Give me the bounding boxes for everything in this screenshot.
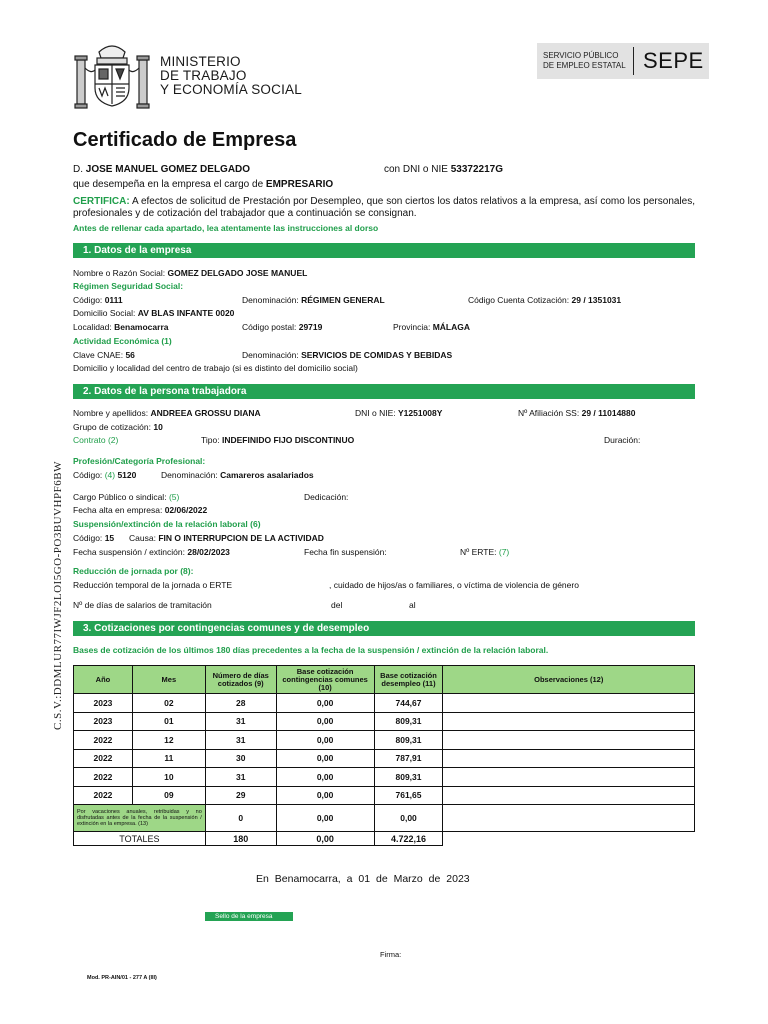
contrato-heading: Contrato (2) <box>73 435 119 445</box>
reduccion-erte: Reducción temporal de la jornada o ERTE <box>73 580 233 590</box>
table-row <box>74 694 695 713</box>
sepe-logo: SERVICIO PÚBLICO DE EMPLEO ESTATAL SEPE <box>537 43 709 79</box>
salarios-al: al <box>409 600 416 610</box>
table-cell <box>443 768 695 787</box>
table-cell <box>443 694 695 713</box>
profesion-codigo: Código: (4) 5120 <box>73 470 137 480</box>
cnae-denominacion: Denominación: SERVICIOS DE COMIDAS Y BEBIDAS <box>242 350 453 360</box>
fecha-fin-suspension: Fecha fin suspensión: <box>304 547 387 557</box>
suspension-causa: Causa: FIN O INTERRUPCION DE LA ACTIVIDAD <box>129 533 324 543</box>
table-cell: 28 <box>205 694 276 713</box>
profesion-heading: Profesión/Categoría Profesional: <box>73 456 206 466</box>
table-cell: 0 <box>205 805 276 832</box>
reduccion-cuidado: , cuidado de hijos/as o familiares, o víctima de violencia de género <box>329 580 579 590</box>
table-cell: 0,00 <box>276 768 374 787</box>
table-cell: 01 <box>132 712 205 731</box>
regimen-codigo: Código: 0111 <box>73 295 123 305</box>
table-cell: 787,91 <box>374 749 443 768</box>
table-header-row <box>74 666 695 694</box>
signature-label: Firma: <box>380 950 402 959</box>
totales-row <box>74 832 695 846</box>
localidad: Localidad: Benamocarra <box>73 322 169 332</box>
table-cell <box>443 805 695 832</box>
table-row <box>74 768 695 787</box>
certifica-paragraph: CERTIFICA: A efectos de solicitud de Prestación por Desempleo, que son ciertos los datos relativos a la empresa, así como los personales, profesionales y de cotización del trabajador que a continuación se consignan. <box>73 196 695 219</box>
table-cell: 29 <box>205 786 276 805</box>
table-cell: 2022 <box>74 749 133 768</box>
table-cell: 10 <box>132 768 205 787</box>
table-row <box>74 731 695 750</box>
section-3-header: 3. Cotizaciones por contingencias comunes y de desempleo <box>73 621 695 636</box>
regimen-denominacion: Denominación: RÉGIMEN GENERAL <box>242 295 385 305</box>
domicilio-social: Domicilio Social: AV BLAS INFANTE 0020 <box>73 308 235 318</box>
fecha-alta: Fecha alta en empresa: 02/06/2022 <box>73 505 208 515</box>
table-cell: 0,00 <box>276 694 374 713</box>
table-cell: 31 <box>205 731 276 750</box>
section-2-header: 2. Datos de la persona trabajadora <box>73 384 695 399</box>
column-header: Observaciones (12) <box>443 666 695 694</box>
vacaciones-row <box>74 805 695 832</box>
provincia: Provincia: MÁLAGA <box>393 322 471 332</box>
trabajador-dni: DNI o NIE: Y1251008Y <box>355 408 443 418</box>
table-cell: 761,65 <box>374 786 443 805</box>
codigo-postal: Código postal: 29719 <box>242 322 323 332</box>
column-header: Año <box>74 666 133 694</box>
salarios-tramitacion: Nº de días de salarios de tramitación <box>73 600 212 610</box>
table-cell: 12 <box>132 731 205 750</box>
table-cell: 0,00 <box>374 805 443 832</box>
totales-label: TOTALES <box>74 832 206 846</box>
grupo-cotizacion: Grupo de cotización: 10 <box>73 422 163 432</box>
table-cell: 09 <box>132 786 205 805</box>
declarant-dni: con DNI o NIE 53372217G <box>384 164 503 175</box>
section-1-header: 1. Datos de la empresa <box>73 243 695 258</box>
cargo-publico: Cargo Público o sindical: (5) <box>73 492 180 502</box>
numero-erte: Nº ERTE: (7) <box>460 547 510 557</box>
table-cell: 02 <box>132 694 205 713</box>
table-cell: 2023 <box>74 712 133 731</box>
salarios-del: del <box>331 600 343 610</box>
table-cell: 809,31 <box>374 768 443 787</box>
suspension-codigo: Código: 15 <box>73 533 115 543</box>
vacaciones-label: Por vacaciones anuales, retribuidas y no disfrutadas antes de la fecha de la suspensión / extinción en la empresa. (13) <box>74 805 206 832</box>
table-cell: 0,00 <box>276 731 374 750</box>
table-cell: 30 <box>205 749 276 768</box>
profesion-denominacion: Denominación: Camareros asalariados <box>161 470 314 480</box>
regimen-heading: Régimen Seguridad Social: <box>73 281 184 291</box>
table-cell: 31 <box>205 712 276 731</box>
table-cell: 2023 <box>74 694 133 713</box>
spain-coat-of-arms-icon <box>73 38 151 112</box>
table-cell <box>443 786 695 805</box>
column-header: Mes <box>132 666 205 694</box>
trabajador-nombre: Nombre y apellidos: ANDREEA GROSSU DIANA <box>73 408 261 418</box>
table-row <box>74 712 695 731</box>
table-cell: 2022 <box>74 731 133 750</box>
table-row <box>74 749 695 768</box>
reduccion-heading: Reducción de jornada por (8): <box>73 566 194 576</box>
cotizaciones-table <box>73 665 695 846</box>
razon-social: Nombre o Razón Social: GOMEZ DELGADO JOSE MANUEL <box>73 268 308 278</box>
table-cell <box>443 749 695 768</box>
column-header: Número de días cotizados (9) <box>205 666 276 694</box>
table-cell: 2022 <box>74 786 133 805</box>
table-cell: 11 <box>132 749 205 768</box>
totales-cell: 180 <box>205 832 276 846</box>
totales-cell: 4.722,16 <box>374 832 443 846</box>
table-cell: 744,67 <box>374 694 443 713</box>
dedicacion: Dedicación: <box>304 492 349 502</box>
codigo-cuenta-cotizacion: Código Cuenta Cotización: 29 / 1351031 <box>468 295 622 305</box>
contrato-tipo: Tipo: INDEFINIDO FIJO DISCONTINUO <box>201 435 355 445</box>
column-header: Base cotización contingencias comunes (10) <box>276 666 374 694</box>
table-cell: 809,31 <box>374 731 443 750</box>
table-cell: 0,00 <box>276 712 374 731</box>
numero-afiliacion: Nº Afiliación SS: 29 / 11014880 <box>518 408 636 418</box>
table-row <box>74 786 695 805</box>
table-cell: 0,00 <box>276 749 374 768</box>
clave-cnae: Clave CNAE: 56 <box>73 350 135 360</box>
declarant-cargo: que desempeña en la empresa el cargo de EMPRESARIO <box>73 179 334 190</box>
form-model-code: Mod. PR-AIN/01 - 277 A (III) <box>87 975 157 981</box>
suspension-heading: Suspensión/extinción de la relación laboral (6) <box>73 519 261 529</box>
csv-verification-code: C.S.V.:DDMLUR77IWJF2LOI5GO-PO3BUVHPF6BW <box>52 461 64 730</box>
place-and-date: En Benamocarra, a 01 de Marzo de 2023 <box>256 873 470 885</box>
table-cell: 809,31 <box>374 712 443 731</box>
declarant-line: D. JOSE MANUEL GOMEZ DELGADO <box>73 164 251 175</box>
table-cell: 2022 <box>74 768 133 787</box>
fecha-suspension: Fecha suspensión / extinción: 28/02/2023 <box>73 547 230 557</box>
table-cell <box>443 731 695 750</box>
page-title: Certificado de Empresa <box>73 129 297 151</box>
contrato-duracion: Duración: <box>604 435 641 445</box>
table-cell: 0,00 <box>276 805 374 832</box>
actividad-heading: Actividad Económica (1) <box>73 336 172 346</box>
company-stamp-label: Sello de la empresa <box>205 912 293 921</box>
table-cell <box>443 712 695 731</box>
domicilio-centro: Domicilio y localidad del centro de trabajo (si es distinto del domicilio social) <box>73 363 358 373</box>
ministry-name: MINISTERIO DE TRABAJO Y ECONOMÍA SOCIAL <box>160 54 302 97</box>
column-header: Base cotización desempleo (11) <box>374 666 443 694</box>
totales-cell: 0,00 <box>276 832 374 846</box>
table-cell: 31 <box>205 768 276 787</box>
instructions-note: Antes de rellenar cada apartado, lea atentamente las instrucciones al dorso <box>73 223 379 233</box>
table-cell: 0,00 <box>276 786 374 805</box>
bases-heading: Bases de cotización de los últimos 180 días precedentes a la fecha de la suspensión / extinción de la relación laboral. <box>73 645 549 655</box>
